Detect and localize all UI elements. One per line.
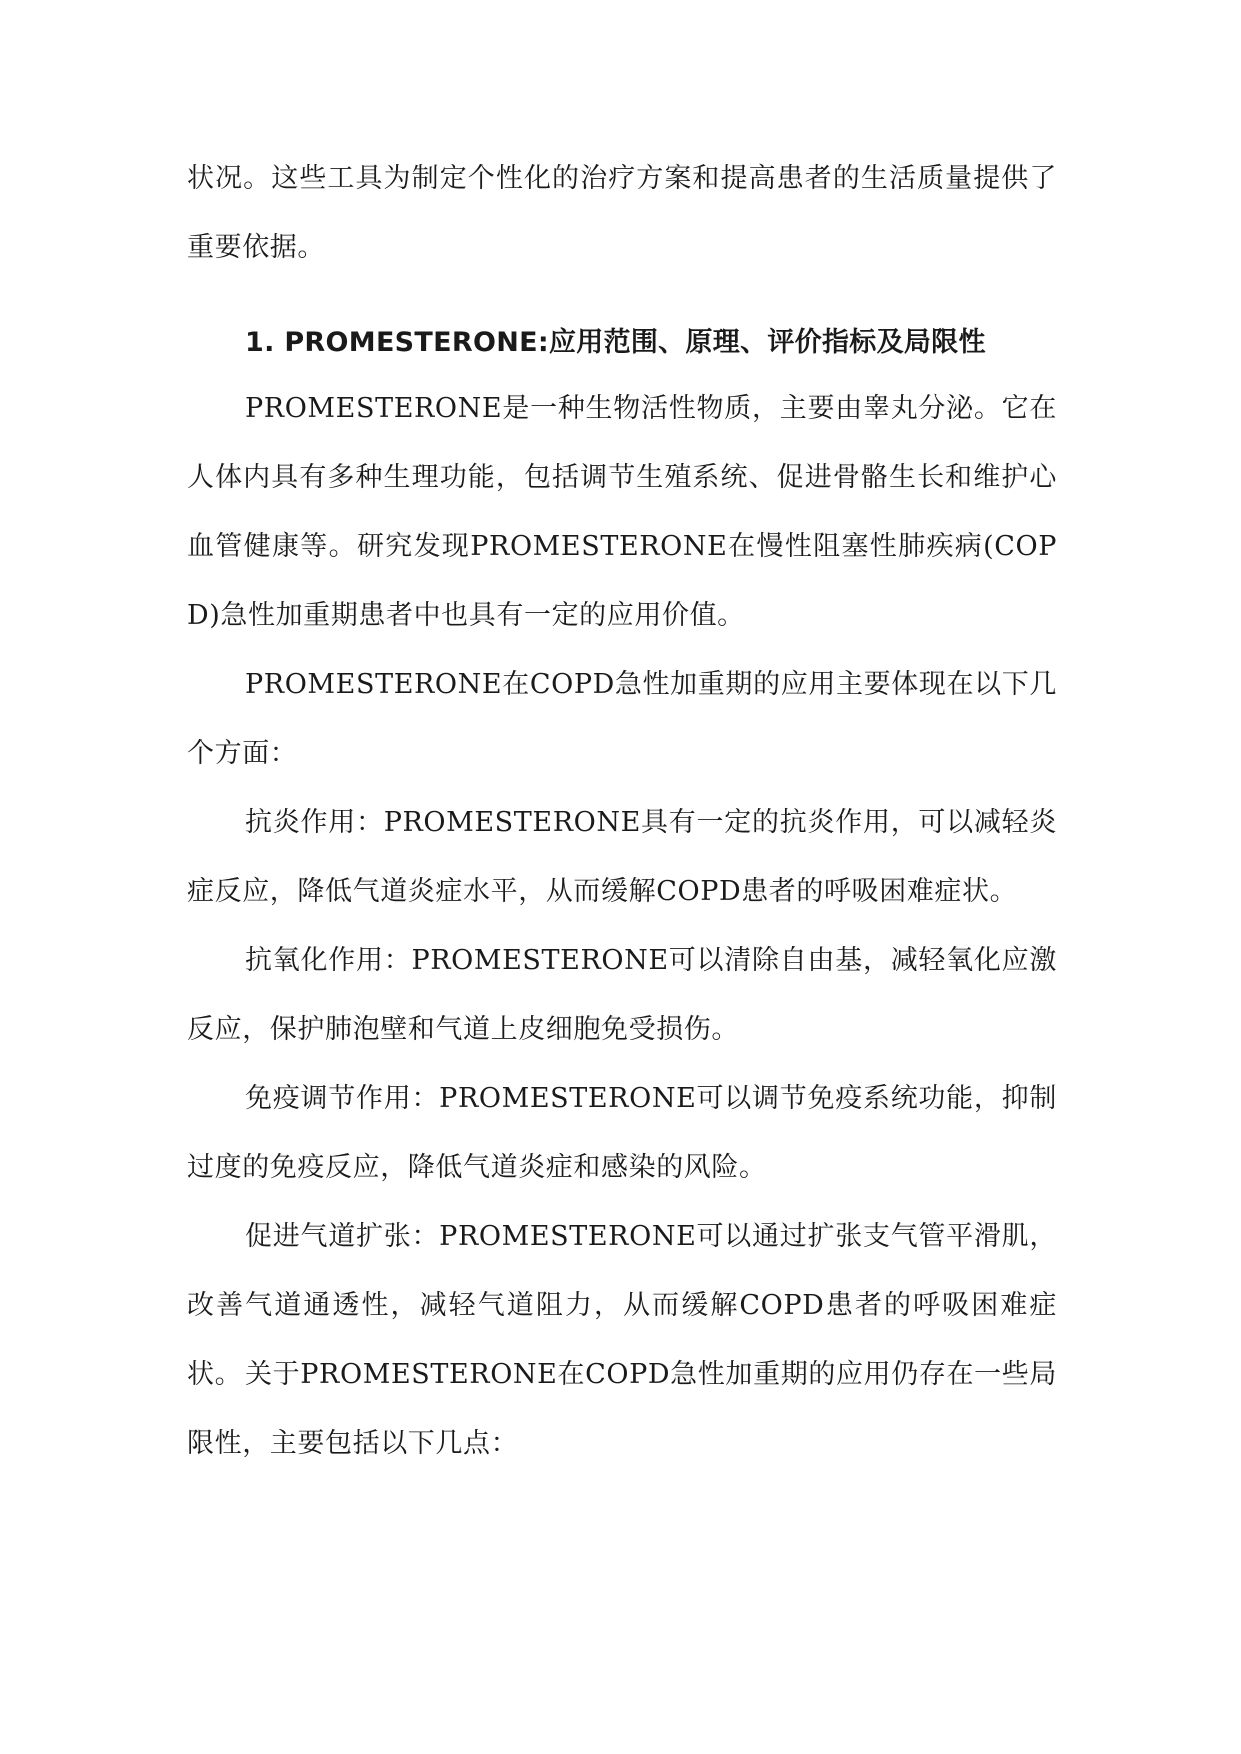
intro-continuation-paragraph: 状况。这些工具为制定个性化的治疗方案和提高患者的生活质量提供了重要依据。 xyxy=(187,163,1057,263)
paragraph-anti-inflammatory: 抗炎作用：PROMESTERONE具有一定的抗炎作用，可以减轻炎症反应，降低气道炎症水平，从而缓解COPD患者的呼吸困难症状。 xyxy=(187,807,1057,907)
paragraph-application-aspects: PROMESTERONE在COPD急性加重期的应用主要体现在以下几个方面： xyxy=(187,669,1057,769)
paragraph-limitations: 关于PROMESTERONE在COPD急性加重期的应用仍存在一些局限性，主要包括以下几点： xyxy=(187,1359,1057,1459)
paragraph-promesterone-intro: PROMESTERONE是一种生物活性物质，主要由睾丸分泌。它在人体内具有多种生理功能，包括调节生殖系统、促进骨骼生长和维护心血管健康等。研究发现PROMESTERONE在慢性阻塞性肺疾病(COPD)急性加重期患者中也具有一定的应用价值。 xyxy=(187,393,1057,631)
paragraph-antioxidant: 抗氧化作用：PROMESTERONE可以清除自由基，减轻氧化应激反应，保护肺泡壁和气道上皮细胞免受损伤。 xyxy=(187,945,1057,1045)
paragraph-airway-dilation: 促进气道扩张：PROMESTERONE可以通过扩张支气管平滑肌，改善气道通透性，减轻气道阻力，从而缓解COPD患者的呼吸困难症状。 xyxy=(187,1221,1057,1390)
section-heading: 1. PROMESTERONE:应用范围、原理、评价指标及局限性 xyxy=(245,327,986,358)
paragraph-immune-regulation: 免疫调节作用：PROMESTERONE可以调节免疫系统功能，抑制过度的免疫反应，降低气道炎症和感染的风险。 xyxy=(187,1083,1057,1183)
